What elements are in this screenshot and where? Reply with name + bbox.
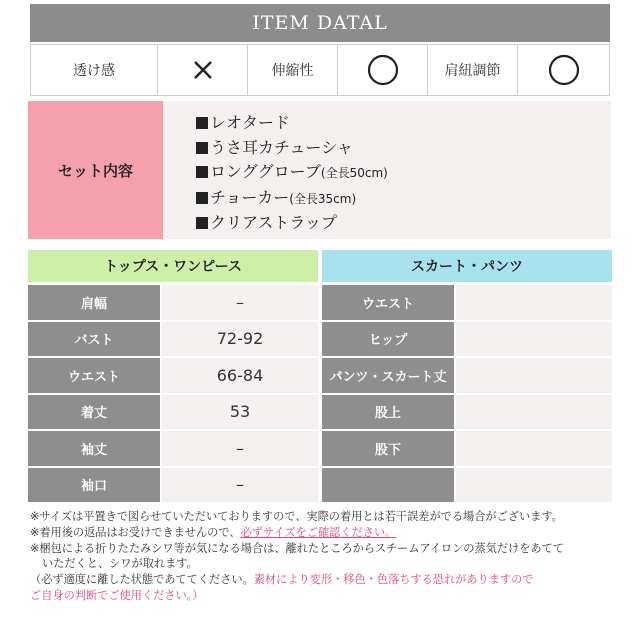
size-value: – xyxy=(162,431,318,466)
item-detail-header xyxy=(30,4,610,42)
property-mark-strap-adjust xyxy=(518,45,609,95)
table-row xyxy=(28,395,318,430)
set-item-name: うさ耳カチューシャ xyxy=(210,137,353,157)
table-row xyxy=(322,285,612,320)
set-item-name: レオタード xyxy=(210,113,291,132)
square-bullet-icon xyxy=(196,166,208,178)
circle-icon xyxy=(366,53,400,87)
set-contents-list xyxy=(196,111,388,236)
size-value: 72-92 xyxy=(162,322,318,357)
property-label-sheerness xyxy=(31,45,158,95)
square-bullet-icon xyxy=(196,117,208,129)
size-key: 肩幅 xyxy=(28,285,160,320)
table-row xyxy=(28,431,318,466)
size-value: 53 xyxy=(162,395,318,430)
table-row xyxy=(322,468,612,503)
note-line xyxy=(30,572,630,588)
set-contents-label xyxy=(28,101,163,239)
size-key: パンツ・スカート丈 xyxy=(322,358,454,393)
property-label-stretch xyxy=(248,45,338,95)
size-key: 股下 xyxy=(322,431,454,466)
notes-section xyxy=(30,509,630,604)
property-label: 透け感 xyxy=(73,63,115,79)
tops-section-header xyxy=(28,250,318,282)
size-key: 股上 xyxy=(322,395,454,430)
note-text: ※梱包による折りたたみシワ等が気になる場合は、離れたところからスチームアイロンの蒸気だけをあてて xyxy=(30,541,564,555)
table-row xyxy=(28,285,318,320)
size-value xyxy=(456,431,612,466)
table-row xyxy=(28,468,318,503)
set-contents-body xyxy=(163,101,611,239)
property-label: 伸縮性 xyxy=(271,63,314,79)
set-item-note: (全長50cm) xyxy=(320,166,388,180)
size-value xyxy=(456,468,612,503)
table-row xyxy=(28,322,318,357)
property-label-strap-adjust xyxy=(428,45,518,95)
note-warning-text: 素材により変形・移色・色落ちする恐れがありますので xyxy=(253,573,534,587)
circle-icon xyxy=(547,53,581,87)
note-line xyxy=(30,556,630,572)
note-text: ※着用後の返品はお受けできませんので、 xyxy=(30,525,241,539)
table-row xyxy=(28,358,318,393)
note-text: （必ず適度に離した状態であててください。 xyxy=(30,573,254,587)
list-item xyxy=(196,160,388,186)
set-contents-label-text: セット内容 xyxy=(57,161,133,180)
size-value xyxy=(456,322,612,357)
size-value: – xyxy=(162,285,318,320)
list-item xyxy=(196,136,388,161)
size-key: ウエスト xyxy=(322,285,454,320)
size-key: 着丈 xyxy=(28,395,160,430)
note-warning-text: ご自身の判断でご使用ください。） xyxy=(30,588,204,602)
property-mark-stretch xyxy=(338,45,428,95)
size-key xyxy=(322,468,454,503)
set-item-name: ロンググローブ xyxy=(210,162,321,181)
skirt-section-title: スカート・パンツ xyxy=(411,259,523,275)
skirt-section-header xyxy=(322,250,612,282)
size-value xyxy=(456,285,612,320)
size-key: ウエスト xyxy=(28,358,160,393)
square-bullet-icon xyxy=(196,217,208,229)
set-item-note: (全長35cm) xyxy=(289,191,357,206)
list-item xyxy=(196,186,388,212)
list-item xyxy=(196,111,388,136)
note-text: ※サイズは平置きで図らせていただいておりますので、実際の着用とは若干誤差がでる場合がございます。 xyxy=(30,510,563,523)
note-text: いただくと、シワが取れます。 xyxy=(42,557,198,571)
note-line xyxy=(30,541,630,557)
size-key: ヒップ xyxy=(322,322,454,357)
size-value: – xyxy=(162,468,318,503)
set-item-name: クリアストラップ xyxy=(210,213,338,232)
note-warning-text: 必ずサイズをご確認ください。 xyxy=(240,525,397,539)
table-row xyxy=(322,322,612,357)
size-value: 66-84 xyxy=(162,358,318,393)
table-row xyxy=(322,358,612,393)
property-label: 肩紐調節 xyxy=(444,63,501,79)
list-item xyxy=(196,211,388,236)
size-value xyxy=(456,358,612,393)
properties-row xyxy=(30,44,610,96)
size-value xyxy=(456,395,612,430)
set-item-name: チョーカー xyxy=(210,187,290,207)
square-bullet-icon xyxy=(196,192,208,204)
cross-icon xyxy=(192,59,214,81)
item-detail-title: ITEM DATAL xyxy=(252,12,388,34)
size-key: 袖口 xyxy=(28,468,160,503)
tops-size-table xyxy=(26,283,320,504)
table-row xyxy=(322,395,612,430)
table-row xyxy=(322,431,612,466)
tops-section-title: トップス・ワンピース xyxy=(104,259,242,275)
skirt-size-table xyxy=(320,283,614,504)
note-line xyxy=(30,525,630,541)
property-mark-sheerness xyxy=(158,45,248,95)
note-line xyxy=(30,509,630,525)
size-key: バスト xyxy=(28,322,160,357)
size-key: 袖丈 xyxy=(28,431,160,466)
square-bullet-icon xyxy=(196,142,208,154)
note-line xyxy=(30,588,630,604)
